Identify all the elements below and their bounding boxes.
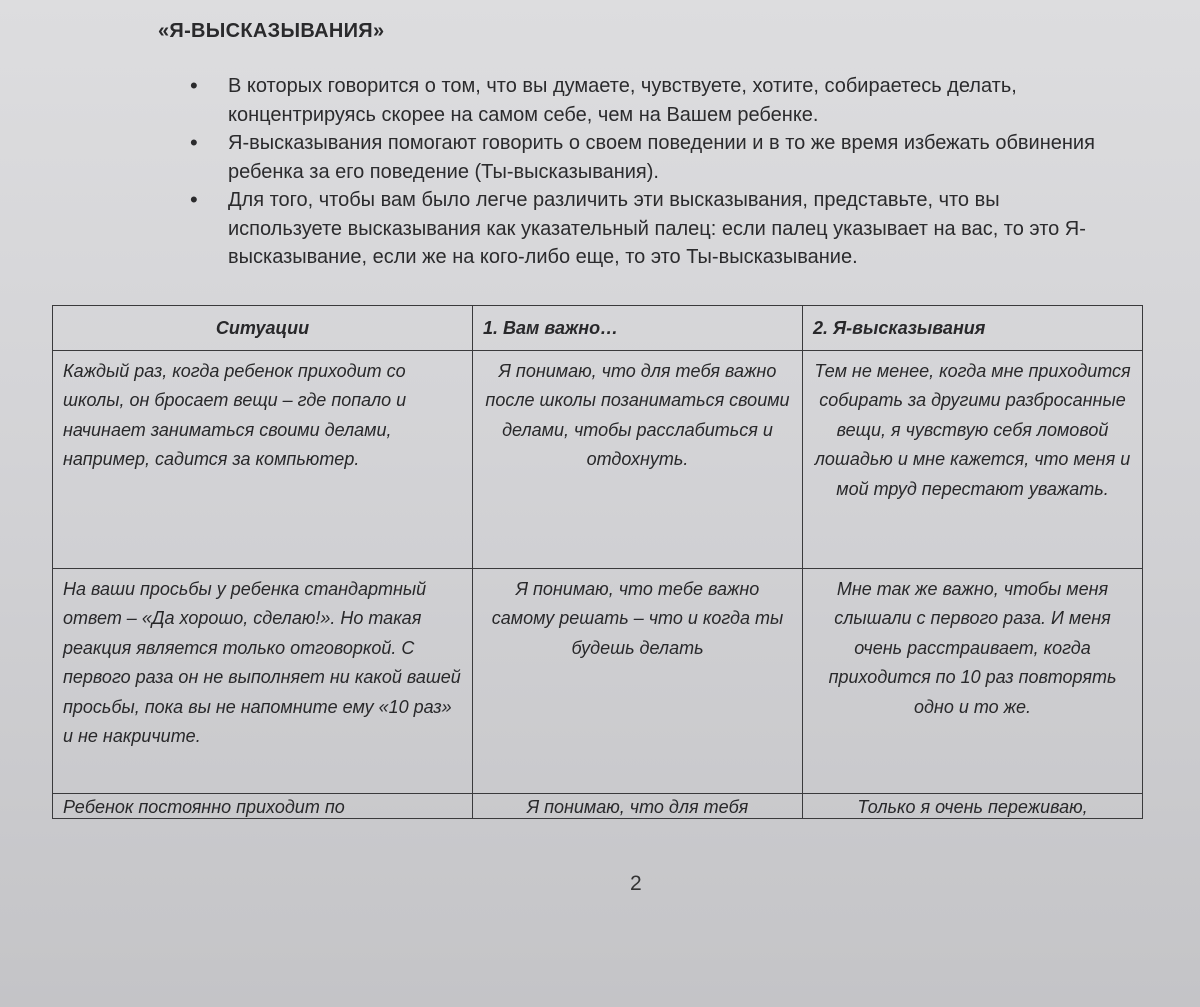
page-number: 2	[630, 872, 642, 895]
bullet-icon: •	[190, 187, 198, 212]
bullet-item	[190, 186, 1110, 272]
table-header-row	[53, 306, 1143, 351]
bullet-item	[190, 72, 1110, 129]
bullet-icon: •	[190, 73, 198, 98]
cell-important: Я понимаю, что тебе важно самому решать – что и когда ты будешь делать	[473, 568, 803, 793]
cell-i-statement: Тем не менее, когда мне приходится собирать за другими разбросанные вещи, я чувствую себя ломовой лошадью и мне кажется, что меня и мой труд перестают уважать.	[803, 350, 1143, 568]
situations-table	[52, 305, 1143, 819]
table-row	[53, 350, 1143, 568]
header-important: 1. Вам важно…	[473, 306, 803, 351]
cell-situation: Каждый раз, когда ребенок приходит со школы, он бросает вещи – где попало и начинает заниматься своими делами, например, садится за компьютер.	[53, 350, 473, 568]
table-row	[53, 568, 1143, 793]
cell-important: Я понимаю, что для тебя	[473, 793, 803, 818]
cell-i-statement: Только я очень переживаю,	[803, 793, 1143, 818]
header-i-statements: 2. Я-высказывания	[803, 306, 1143, 351]
cell-important: Я понимаю, что для тебя важно после школы позаниматься своими делами, чтобы расслабиться и отдохнуть.	[473, 350, 803, 568]
bullet-icon: •	[190, 130, 198, 155]
bullet-text: Я-высказывания помогают говорить о своем поведении и в то же время избежать обвинения ребенка за его поведение (Ты-высказывания).	[228, 132, 1095, 183]
bullet-text: Для того, чтобы вам было легче различить эти высказывания, представьте, что вы используете высказывания как указательный палец: если палец указывает на вас, то это Я-высказывание, если же на кого-либо еще, то это Ты-высказывание.	[228, 189, 1086, 268]
cell-situation: Ребенок постоянно приходит по	[53, 793, 473, 818]
bullet-item	[190, 129, 1110, 186]
cell-situation: На ваши просьбы у ребенка стандартный ответ – «Да хорошо, сделаю!». Но такая реакция является только отговоркой. С первого раза он не выполняет ни какой вашей просьбы, пока вы не напомните ему «10 раз» и не накричите.	[53, 568, 473, 793]
cell-i-statement: Мне так же важно, чтобы меня слышали с первого раза. И меня очень расстраивает, когда приходится по 10 раз повторять одно и то же.	[803, 568, 1143, 793]
bullet-text: В которых говорится о том, что вы думаете, чувствуете, хотите, собираетесь делать, концентрируясь скорее на самом себе, чем на Вашем ребенке.	[228, 75, 1017, 126]
bullet-list	[190, 72, 1110, 272]
table-row	[53, 793, 1143, 818]
page-title: «Я-ВЫСКАЗЫВАНИЯ»	[158, 20, 385, 42]
header-situations: Ситуации	[53, 306, 473, 351]
